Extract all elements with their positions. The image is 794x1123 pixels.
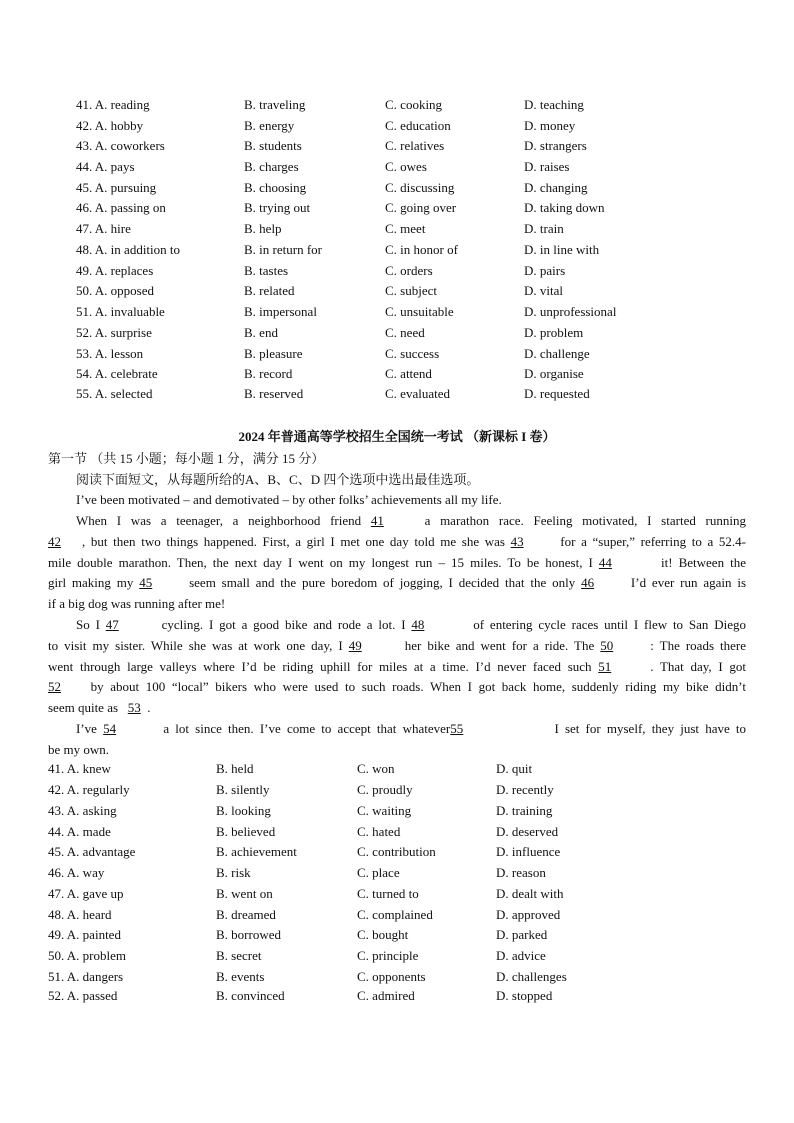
option-b: B. events xyxy=(216,969,265,984)
option-c: C. need xyxy=(385,325,425,340)
option-c: C. waiting xyxy=(357,803,412,818)
option-d: D. unprofessional xyxy=(524,304,617,319)
option-c: C. subject xyxy=(385,283,437,298)
question-number: 43. xyxy=(76,138,93,153)
option-b: B. silently xyxy=(216,782,270,797)
option-a: A. knew xyxy=(66,761,111,776)
option-d: D. pairs xyxy=(524,263,566,278)
question-number: 55. xyxy=(76,386,93,401)
question-number: 48. xyxy=(48,907,65,922)
passage-line: When I was a teenager, a neighborhood friend 41 a marathon race. Feeling motivated, I started running xyxy=(76,510,746,531)
option-a: A. heard xyxy=(66,907,112,922)
option-a: A. hire xyxy=(94,221,131,236)
option-d: D. teaching xyxy=(524,97,584,112)
passage-line: So I 47 cycling. I got a good bike and rode a lot. I 48 of entering cycle races until I flew to San Diego xyxy=(76,614,746,635)
option-c: C. place xyxy=(357,865,400,880)
option-a: A. replaces xyxy=(94,263,154,278)
question-number: 46. xyxy=(76,200,93,215)
option-a: A. passed xyxy=(66,988,118,1003)
option-d: D. dealt with xyxy=(496,886,564,901)
option-d: D. vital xyxy=(524,283,563,298)
option-a: A. painted xyxy=(66,927,121,942)
option-b: B. convinced xyxy=(216,988,285,1003)
option-c: C. hated xyxy=(357,824,401,839)
option-a: A. invaluable xyxy=(94,304,165,319)
option-b: B. achievement xyxy=(216,844,297,859)
option-d: D. money xyxy=(524,118,576,133)
passage-line: I’ve 54 a lot since then. I’ve come to accept that whatever55 I set for myself, they just have to xyxy=(76,718,746,739)
option-a: A. celebrate xyxy=(94,366,158,381)
question-number: 52. xyxy=(76,325,93,340)
blank-42: 42 xyxy=(48,534,61,549)
option-a: A. made xyxy=(66,824,111,839)
option-c: C. proudly xyxy=(357,782,413,797)
option-d: D. parked xyxy=(496,927,548,942)
option-a: A. surprise xyxy=(94,325,152,340)
passage-line: 42 , but then two things happened. First, a girl I met one day told me she was 43 for a “super,” referring to a 52.4- xyxy=(48,531,746,552)
question-number: 45. xyxy=(48,844,65,859)
option-c: C. success xyxy=(385,346,440,361)
option-a: A. coworkers xyxy=(94,138,165,153)
blank-55: 55 xyxy=(450,721,464,736)
option-b: B. trying out xyxy=(244,200,311,215)
option-c: C. unsuitable xyxy=(385,304,454,319)
option-d: D. taking down xyxy=(524,200,605,215)
option-a: A. selected xyxy=(94,386,153,401)
option-c: C. cooking xyxy=(385,97,443,112)
option-a: A. passing on xyxy=(94,200,166,215)
option-c: C. going over xyxy=(385,200,457,215)
question-number: 49. xyxy=(48,927,65,942)
option-b: B. went on xyxy=(216,886,273,901)
option-c: C. discussing xyxy=(385,180,455,195)
option-a: A. problem xyxy=(66,948,127,963)
blank-44: 44 xyxy=(598,555,612,570)
option-d: D. quit xyxy=(496,761,533,776)
option-c: C. won xyxy=(357,761,395,776)
option-b: B. record xyxy=(244,366,293,381)
question-number: 48. xyxy=(76,242,93,257)
option-d: D. advice xyxy=(496,948,546,963)
option-b: B. related xyxy=(244,283,295,298)
option-b: B. tastes xyxy=(244,263,289,278)
option-d: D. influence xyxy=(496,844,561,859)
option-a: A. in addition to xyxy=(94,242,181,257)
option-c: C. principle xyxy=(357,948,419,963)
option-d: D. reason xyxy=(496,865,546,880)
question-number: 51. xyxy=(76,304,93,319)
option-b: B. dreamed xyxy=(216,907,276,922)
option-d: D. organise xyxy=(524,366,584,381)
option-b: B. looking xyxy=(216,803,271,818)
section-heading: 第一节 （共 15 小题；每小题 1 分，满分 15 分） xyxy=(48,451,325,466)
option-b: B. borrowed xyxy=(216,927,281,942)
option-b: B. held xyxy=(216,761,254,776)
option-a: A. advantage xyxy=(66,844,136,859)
question-number: 42. xyxy=(76,118,93,133)
blank-48: 48 xyxy=(411,617,425,632)
option-d: D. training xyxy=(496,803,553,818)
option-b: B. energy xyxy=(244,118,295,133)
option-d: D. deserved xyxy=(496,824,559,839)
option-c: C. attend xyxy=(385,366,432,381)
option-c: C. bought xyxy=(357,927,409,942)
question-number: 43. xyxy=(48,803,65,818)
question-number: 45. xyxy=(76,180,93,195)
question-number: 54. xyxy=(76,366,93,381)
option-a: A. hobby xyxy=(94,118,144,133)
option-a: A. opposed xyxy=(94,283,155,298)
option-a: A. pursuing xyxy=(94,180,157,195)
blank-41: 41 xyxy=(370,513,384,528)
option-c: C. admired xyxy=(357,988,415,1003)
option-d: D. raises xyxy=(524,159,570,174)
option-a: A. dangers xyxy=(66,969,124,984)
option-d: D. requested xyxy=(524,386,590,401)
option-d: D. stopped xyxy=(496,988,553,1003)
question-number: 41. xyxy=(76,97,93,112)
option-a: A. pays xyxy=(94,159,135,174)
blank-50: 50 xyxy=(600,638,614,653)
passage-line: be my own. xyxy=(48,742,110,757)
question-number: 44. xyxy=(76,159,93,174)
option-c: C. evaluated xyxy=(385,386,450,401)
blank-47: 47 xyxy=(105,617,119,632)
option-c: C. complained xyxy=(357,907,433,922)
question-number: 50. xyxy=(48,948,65,963)
instructions: 阅读下面短文，从每题所给的A、B、C、D 四个选项中选出最佳选项。 xyxy=(76,472,480,487)
option-a: A. reading xyxy=(94,97,150,112)
question-number: 50. xyxy=(76,283,93,298)
option-c: C. owes xyxy=(385,159,427,174)
passage-line: if a big dog was running after me! xyxy=(48,596,226,611)
blank-46: 46 xyxy=(581,575,595,590)
option-b: B. charges xyxy=(244,159,299,174)
question-number: 41. xyxy=(48,761,65,776)
option-b: B. secret xyxy=(216,948,262,963)
blank-52: 52 xyxy=(48,679,61,694)
passage-line: seem quite as 53 . xyxy=(48,697,746,718)
option-b: B. end xyxy=(244,325,278,340)
option-c: C. turned to xyxy=(357,886,419,901)
option-b: B. pleasure xyxy=(244,346,303,361)
passage-line: mile double marathon. Then, the next day I went on my longest run – 15 miles. To be honest, I 44 it! Between the xyxy=(48,552,746,573)
question-number: 52. xyxy=(48,988,65,1003)
question-number: 51. xyxy=(48,969,65,984)
option-b: B. traveling xyxy=(244,97,306,112)
question-number: 49. xyxy=(76,263,93,278)
question-number: 53. xyxy=(76,346,93,361)
option-d: D. recently xyxy=(496,782,554,797)
passage-line: to visit my sister. While she was at work one day, I 49 her bike and went for a ride. The 50 : The roads there xyxy=(48,635,746,656)
blank-51: 51 xyxy=(598,659,612,674)
passage-line: I’ve been motivated – and demotivated – by other folks’ achievements all my life. xyxy=(76,492,502,507)
option-d: D. challenges xyxy=(496,969,567,984)
option-a: A. lesson xyxy=(94,346,144,361)
option-c: C. opponents xyxy=(357,969,426,984)
option-b: B. reserved xyxy=(244,386,304,401)
option-c: C. education xyxy=(385,118,451,133)
option-d: D. in line with xyxy=(524,242,600,257)
passage-line: 52 by about 100 “local” bikers who were used to such roads. When I got back home, suddenly riding my bike didn’t xyxy=(48,676,746,697)
option-b: B. help xyxy=(244,221,282,236)
option-b: B. students xyxy=(244,138,302,153)
option-c: C. contribution xyxy=(357,844,436,859)
option-d: D. strangers xyxy=(524,138,587,153)
option-a: A. regularly xyxy=(66,782,130,797)
option-c: C. in honor of xyxy=(385,242,458,257)
blank-53: 53 xyxy=(127,700,141,715)
option-b: B. choosing xyxy=(244,180,307,195)
passage-line: went through large valleys where I’d be riding uphill for miles at a time. I’d never faced such 51 . That day, I got xyxy=(48,656,746,677)
question-number: 44. xyxy=(48,824,65,839)
option-a: A. gave up xyxy=(66,886,124,901)
option-d: D. approved xyxy=(496,907,561,922)
option-d: D. changing xyxy=(524,180,588,195)
blank-49: 49 xyxy=(348,638,362,653)
exam-title: 2024 年普通高等学校招生全国统一考试 （新课标 I 卷） xyxy=(238,429,556,444)
question-number: 47. xyxy=(76,221,93,236)
option-a: A. asking xyxy=(66,803,117,818)
option-b: B. in return for xyxy=(244,242,322,257)
option-d: D. problem xyxy=(524,325,584,340)
option-b: B. impersonal xyxy=(244,304,317,319)
option-a: A. way xyxy=(66,865,105,880)
option-d: D. challenge xyxy=(524,346,590,361)
option-d: D. train xyxy=(524,221,564,236)
option-c: C. relatives xyxy=(385,138,445,153)
passage-line: girl making my 45 seem small and the pure boredom of jogging, I decided that the only 46 I’d ever run again is xyxy=(48,572,746,593)
question-number: 42. xyxy=(48,782,65,797)
option-b: B. risk xyxy=(216,865,251,880)
option-b: B. believed xyxy=(216,824,276,839)
question-number: 46. xyxy=(48,865,65,880)
blank-43: 43 xyxy=(510,534,524,549)
question-number: 47. xyxy=(48,886,65,901)
option-c: C. orders xyxy=(385,263,433,278)
option-c: C. meet xyxy=(385,221,426,236)
blank-45: 45 xyxy=(139,575,153,590)
blank-54: 54 xyxy=(103,721,117,736)
